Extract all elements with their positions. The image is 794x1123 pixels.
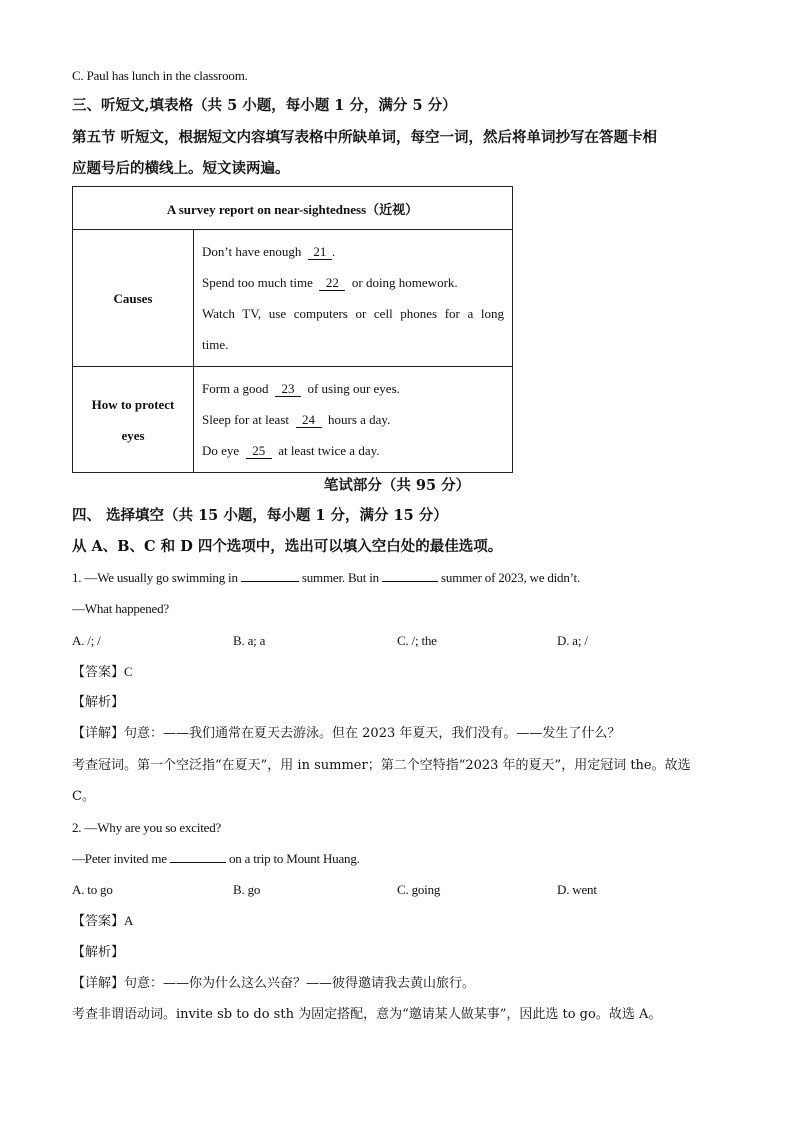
q2-option-d[interactable]: D. went: [557, 882, 597, 897]
protect-line1: Form a good 23 of using our eyes.: [202, 381, 400, 396]
q2-explanation: 考查非谓语动词。invite sb to do sth 为固定搭配，意为“邀请某人做某事”，因此选 to go。故选 A。: [72, 1007, 662, 1022]
blank-22[interactable]: 22: [319, 276, 345, 291]
blank-23[interactable]: 23: [275, 382, 301, 397]
section4-heading: 四、 选择填空（共 15 小题，每小题 1 分，满分 15 分）: [72, 507, 448, 524]
q1-reply: —What happened?: [72, 601, 169, 616]
causes-cell: [194, 230, 513, 367]
q2-option-a[interactable]: A. to go: [72, 882, 113, 897]
written-part-title: 笔试部分（共 95 分）: [323, 477, 471, 494]
q1-option-d[interactable]: D. a; /: [557, 633, 588, 648]
table-title: A survey report on near-sightedness（近视）: [73, 187, 513, 230]
protect-line2: Sleep for at least 24 hours a day.: [202, 412, 391, 427]
protect-line3: Do eye 25 at least twice a day.: [202, 443, 380, 458]
q1-answer: 【答案】C: [72, 664, 133, 680]
blank-25[interactable]: 25: [246, 444, 272, 459]
q1-blank-1[interactable]: [241, 581, 299, 582]
q1-option-c[interactable]: C. /; the: [397, 633, 437, 648]
q2-option-c[interactable]: C. going: [397, 882, 441, 897]
q2-stem: 2. —Why are you so excited?: [72, 820, 222, 835]
section4-instruction: 从 A、B、C 和 D 四个选项中，选出可以填入空白处的最佳选项。: [72, 538, 503, 555]
q1-detail: 【详解】句意：——我们通常在夏天去游泳。但在 2023 年夏天，我们没有。——发生了什么？: [72, 726, 621, 741]
q2-option-b[interactable]: B. go: [233, 882, 261, 897]
blank-21[interactable]: 21: [308, 245, 332, 260]
causes-line2: Spend too much time 22 or doing homework.: [202, 275, 458, 290]
q1-option-a[interactable]: A. /; /: [72, 633, 101, 648]
protect-label: How to protect eyes: [73, 367, 194, 473]
q2-answer: 【答案】A: [72, 913, 134, 929]
q1-stem: 1. —We usually go swimming in summer. But in summer of 2023, we didn’t.: [72, 570, 581, 585]
causes-line1: Don’t have enough 21 .: [202, 244, 336, 259]
q1-analysis-label: 【解析】: [72, 695, 125, 710]
q1-blank-2[interactable]: [382, 581, 438, 582]
blank-24[interactable]: 24: [296, 413, 322, 428]
section3-heading: 三、听短文,填表格（共 5 小题，每小题 1 分，满分 5 分）: [72, 97, 457, 114]
section3-instruction-line1: 第五节 听短文，根据短文内容填写表格中所缺单词，每空一词，然后将单词抄写在答题卡相: [72, 129, 658, 146]
section3-instruction-line2: 应题号后的横线上。短文读两遍。: [72, 160, 290, 177]
q2-detail: 【详解】句意：——你为什么这么兴奋？——彼得邀请我去黄山旅行。: [72, 976, 476, 991]
q2-blank[interactable]: [170, 862, 226, 863]
causes-label: Causes: [73, 230, 194, 367]
q1-explanation-line1: 考查冠词。第一个空泛指“在夏天”，用 in summer；第二个空特指“2023 年的夏天”，用定冠词 the。故选: [72, 758, 691, 773]
previous-option-c: C. Paul has lunch in the classroom.: [72, 68, 248, 83]
q2-analysis-label: 【解析】: [72, 945, 125, 960]
q1-explanation-line2: C。: [72, 789, 95, 804]
protect-cell: [194, 367, 513, 473]
causes-line4: time.: [202, 337, 229, 352]
q2-reply: —Peter invited me on a trip to Mount Huang.: [72, 851, 360, 866]
q1-option-b[interactable]: B. a; a: [233, 633, 266, 648]
survey-table: [72, 186, 513, 473]
causes-line3: Watch TV, use computers or cell phones for a long: [202, 306, 504, 321]
